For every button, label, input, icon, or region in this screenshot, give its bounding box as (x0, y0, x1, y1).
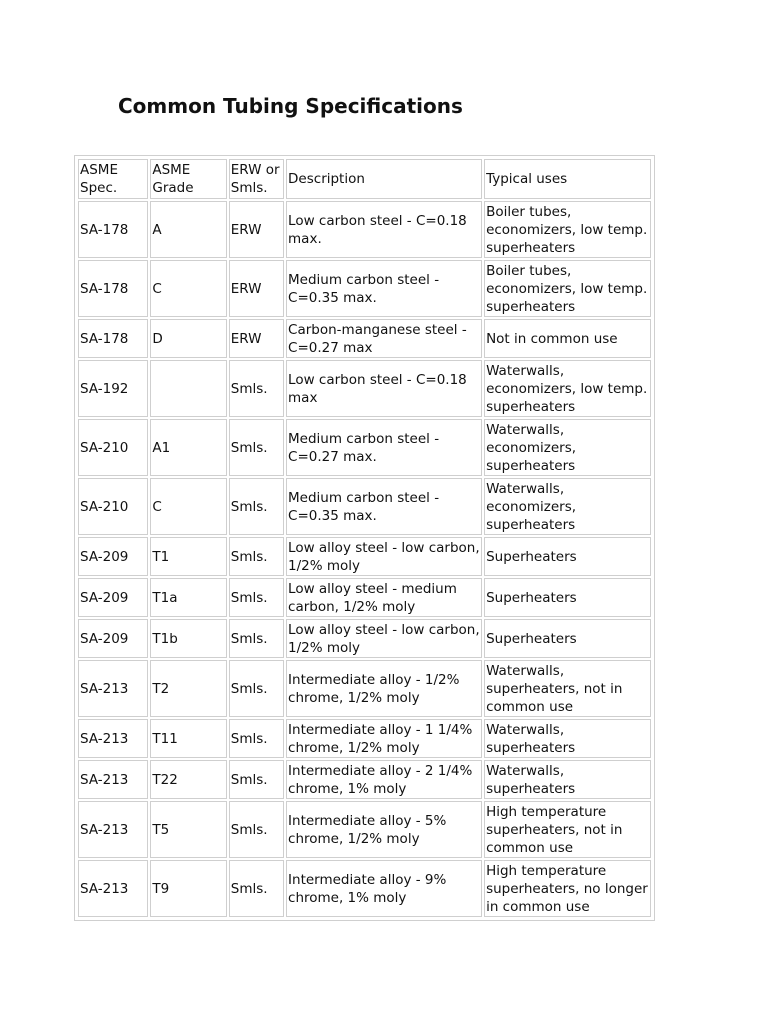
cell-description: Carbon-manganese steel - C=0.27 max (286, 319, 482, 358)
table-row (78, 801, 651, 858)
cell-uses: High temperature superheaters, not in common use (484, 801, 651, 858)
cell-description: Intermediate alloy - 1 1/4% chrome, 1/2% moly (286, 719, 482, 758)
header-asme-spec: ASME Spec. (78, 159, 148, 199)
table-row (78, 260, 651, 317)
cell-spec: SA-209 (78, 578, 148, 617)
cell-uses: Not in common use (484, 319, 651, 358)
cell-grade: T5 (150, 801, 226, 858)
cell-uses: Boiler tubes, economizers, low temp. superheaters (484, 201, 651, 258)
cell-grade: T11 (150, 719, 226, 758)
cell-type: Smls. (229, 419, 284, 476)
table-header-row (78, 159, 651, 199)
cell-uses: Waterwalls, superheaters (484, 760, 651, 799)
table-row (78, 478, 651, 535)
table-row (78, 319, 651, 358)
cell-spec: SA-213 (78, 719, 148, 758)
cell-spec: SA-213 (78, 660, 148, 717)
table-row (78, 419, 651, 476)
cell-type: Smls. (229, 860, 284, 917)
header-description: Description (286, 159, 482, 199)
cell-uses: Boiler tubes, economizers, low temp. superheaters (484, 260, 651, 317)
cell-grade: T22 (150, 760, 226, 799)
tubing-spec-table (76, 157, 653, 919)
cell-uses: Superheaters (484, 537, 651, 576)
cell-grade: A1 (150, 419, 226, 476)
cell-type: Smls. (229, 619, 284, 658)
cell-spec: SA-213 (78, 860, 148, 917)
cell-description: Low carbon steel - C=0.18 max. (286, 201, 482, 258)
cell-description: Low alloy steel - medium carbon, 1/2% moly (286, 578, 482, 617)
cell-grade: T1a (150, 578, 226, 617)
cell-uses: Waterwalls, economizers, superheaters (484, 419, 651, 476)
table-row (78, 719, 651, 758)
cell-type: Smls. (229, 719, 284, 758)
cell-uses: Superheaters (484, 619, 651, 658)
cell-uses: Waterwalls, economizers, superheaters (484, 478, 651, 535)
table-row (78, 660, 651, 717)
cell-description: Low alloy steel - low carbon, 1/2% moly (286, 619, 482, 658)
cell-grade: T2 (150, 660, 226, 717)
cell-grade: C (150, 478, 226, 535)
cell-grade (150, 360, 226, 417)
table-row (78, 578, 651, 617)
cell-grade: D (150, 319, 226, 358)
cell-spec: SA-178 (78, 260, 148, 317)
cell-description: Intermediate alloy - 5% chrome, 1/2% moly (286, 801, 482, 858)
cell-description: Medium carbon steel - C=0.35 max. (286, 478, 482, 535)
cell-spec: SA-178 (78, 319, 148, 358)
cell-description: Low alloy steel - low carbon, 1/2% moly (286, 537, 482, 576)
cell-description: Intermediate alloy - 9% chrome, 1% moly (286, 860, 482, 917)
cell-type: Smls. (229, 578, 284, 617)
table-row (78, 360, 651, 417)
cell-description: Intermediate alloy - 1/2% chrome, 1/2% moly (286, 660, 482, 717)
cell-type: Smls. (229, 360, 284, 417)
table-row (78, 537, 651, 576)
cell-spec: SA-209 (78, 537, 148, 576)
cell-uses: Waterwalls, superheaters (484, 719, 651, 758)
cell-type: Smls. (229, 537, 284, 576)
table-row (78, 619, 651, 658)
cell-spec: SA-213 (78, 760, 148, 799)
cell-spec: SA-210 (78, 478, 148, 535)
cell-type: ERW (229, 319, 284, 358)
cell-description: Medium carbon steel - C=0.27 max. (286, 419, 482, 476)
cell-description: Intermediate alloy - 2 1/4% chrome, 1% moly (286, 760, 482, 799)
cell-grade: T9 (150, 860, 226, 917)
cell-spec: SA-209 (78, 619, 148, 658)
cell-spec: SA-192 (78, 360, 148, 417)
header-asme-grade: ASME Grade (150, 159, 226, 199)
cell-grade: T1b (150, 619, 226, 658)
cell-type: Smls. (229, 760, 284, 799)
tubing-spec-table-frame (74, 155, 655, 921)
cell-type: Smls. (229, 478, 284, 535)
cell-type: Smls. (229, 801, 284, 858)
cell-grade: A (150, 201, 226, 258)
table-row (78, 201, 651, 258)
cell-grade: T1 (150, 537, 226, 576)
header-erw-or-smls: ERW or Smls. (229, 159, 284, 199)
cell-spec: SA-178 (78, 201, 148, 258)
header-typical-uses: Typical uses (484, 159, 651, 199)
cell-description: Medium carbon steel - C=0.35 max. (286, 260, 482, 317)
cell-type: ERW (229, 260, 284, 317)
cell-type: ERW (229, 201, 284, 258)
page-title: Common Tubing Specifications (118, 94, 463, 118)
cell-type: Smls. (229, 660, 284, 717)
cell-uses: Superheaters (484, 578, 651, 617)
cell-spec: SA-213 (78, 801, 148, 858)
table-row (78, 860, 651, 917)
cell-description: Low carbon steel - C=0.18 max (286, 360, 482, 417)
cell-uses: Waterwalls, economizers, low temp. superheaters (484, 360, 651, 417)
cell-uses: High temperature superheaters, no longer in common use (484, 860, 651, 917)
cell-uses: Waterwalls, superheaters, not in common use (484, 660, 651, 717)
table-row (78, 760, 651, 799)
cell-spec: SA-210 (78, 419, 148, 476)
cell-grade: C (150, 260, 226, 317)
